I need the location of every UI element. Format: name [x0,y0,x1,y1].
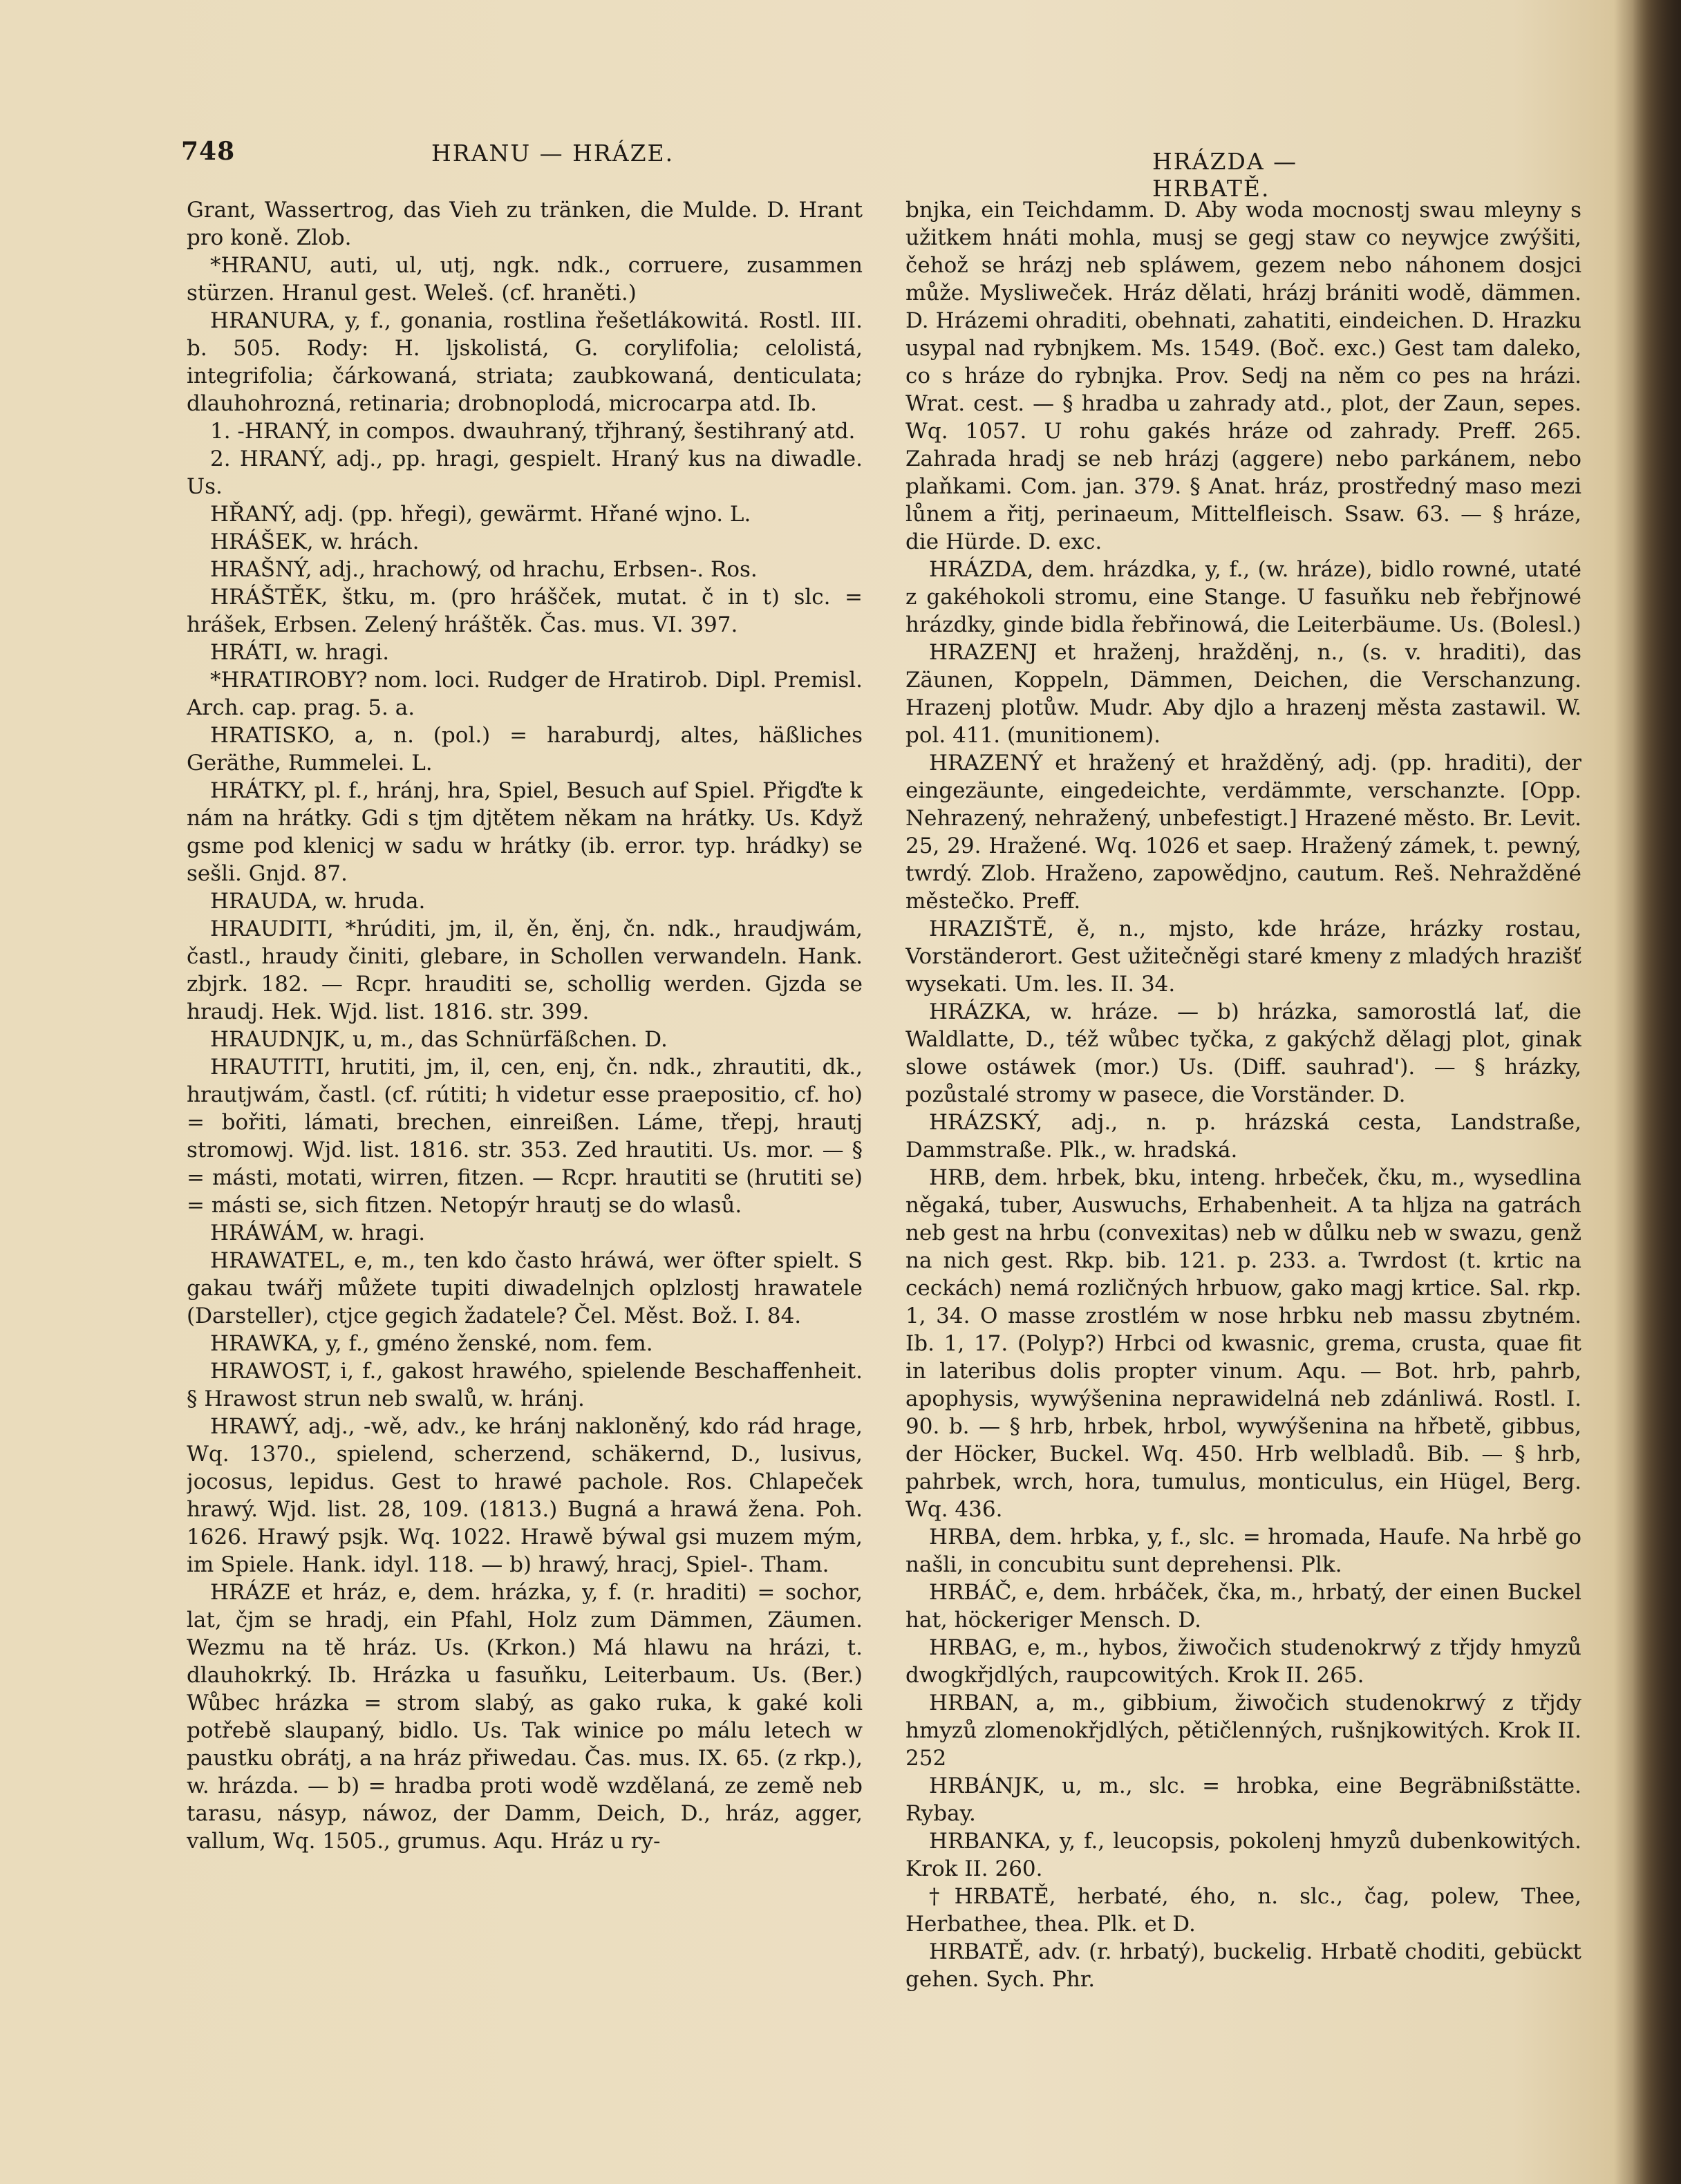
left-column [187,196,863,2145]
entry-hrazka: HRÁZKA, w. hráze. — b) hrázka, samorostlá lať, die Waldlatte, D., též wůbec tyčka, z gakýchž dělagj plot, ginak slowe ostáwek (mor.) Us. (Diff. sauhrad'). — § hrázky, pozůstalé stromy w pasece, die Vorständer. D. [905,999,1581,1107]
book-binding-edge [1633,0,1681,2184]
entry-hrasek: HRÁŠEK, w. hrách. [210,529,420,554]
right-column [905,196,1581,2145]
entry-hranura: HRANURA, y, f., gonania, rostlina řešetlákowitá. Rostl. III. b. 505. Rody: H. ljskolistá, G. corylifolia; celolistá, integrifolia; čárkowaná, striata; zaubkowaná, denticulata; dlauhohrozná, retinaria; drobnoplodá, microcarpa atd. Ib. [187,308,863,416]
entry-hrany-1: 1. -HRANÝ, in compos. dwauhraný, třjhraný, šestihraný atd. [210,419,856,444]
entry-hraudnjk: HRAUDNJK, u, m., das Schnürfäßchen. D. [210,1027,668,1052]
entry-hrany-2: 2. HRANÝ, adj., pp. hragi, gespielt. Hraný kus na diwadle. Us. [187,446,863,499]
entry-continuation: Grant, Wassertrog, das Vieh zu tränken, die Mulde. D. Hrant pro koně. Zlob. [187,198,863,250]
entry-hraze: HRÁZE et hráz, e, dem. hrázka, y, f. (r. hraditi) = sochor, lat, čjm se hradj, ein Pfahl, Holz zum Dämmen, Zäumen. Wezmu na tě hráz. Us. (Krkon.) Má hlawu na hrázi, t. dlauhokrký. Ib. Hrázka u fasuňku, Leiterbaum. Us. (Ber.) Wůbec hrázka = strom slabý, as gako ruka, k gaké koli potřebě slaupaný, bidlo. Us. Tak winice po málu letech w paustku obrátj, a na hráz přiwedau. Čas. mus. IX. 65. (z rkp.), w. hrázda. — b) = hradba proti wodě wzdělaná, ze země neb tarasu, násyp, náwoz, der Damm, Deich, D., hráz, agger, vallum, Wq. 1505., grumus. Aqu. Hráz u ry- [187,1580,863,1854]
running-head [181,137,1418,202]
entry-hratky: HRÁTKY, pl. f., hránj, hra, Spiel, Besuch auf Spiel. Přigďte k nám na hrátky. Gdi s tjm djtětem někam na hrátky. Us. Když gsme pod klenicj w sadu w hrátky (ib. error. typ. hrádky) se sešli. Gnjd. 87. [187,778,863,886]
entry-hrba: HRBA, dem. hrbka, y, f., slc. = hromada, Haufe. Na hrbě go našli, in concubitu sunt deprehensi. Plk. [905,1525,1581,1577]
entry-hrbate-adverb: HRBATĚ, adv. (r. hrbatý), buckelig. Hrbatě choditi, gebückt gehen. Sych. Phr. [905,1939,1581,1992]
entry-hrawost: HRAWOST, i, f., gakost hrawého, spielende Beschaffenheit. § Hrawost strun neb swalů, w. hránj. [187,1359,863,1411]
page-number: 748 [181,137,236,166]
entry-hrazsky: HRÁZSKÝ, adj., n. p. hrázská cesta, Landstraße, Dammstraße. Plk., w. hradská. [905,1110,1581,1162]
right-header-title: HRÁZDA — HRBATĚ. [1152,148,1298,202]
entry-hrbate-noun: †HRBATĚ, herbaté, ého, n. slc., čag, polew, Thee, Herbathee, thea. Plk. et D. [905,1884,1581,1937]
entry-hrazda: HRÁZDA, dem. hrázdka, y, f., (w. hráze), bidlo rowné, utaté z gakéhokoli stromu, eine Stange. U fasuňku neb řebřjnowé hrázdky, ginde bidla řebřinowá, die Leiterbäume. Us. (Bolesl.) [905,557,1581,637]
entry-hrauda: HRAUDA, w. hruda. [210,889,426,914]
entry-hrautiti: HRAUTITI, hrutiti, jm, il, cen, enj, čn. ndk., zhrautiti, dk., hrautjwám, častl. (cf. rútiti; h videtur esse praepositio, cf. ho) = bořiti, lámati, brechen, einreißen. Láme, třepj, hrautj stromowj. Wjd. list. 1816. str. 353. Zed hrautiti. Us. mor. — § = másti, motati, wirren, fitzen. — Rcpr. hrautiti se (hrutiti se) = másti se, sich fitzen. Netopýr hrautj se do wlasů. [187,1055,863,1218]
entry-hrati: HRÁTI, w. hragi. [210,640,390,665]
entry-hratiroby: *HRATIROBY? nom. loci. Rudger de Hratirob. Dipl. Premisl. Arch. cap. prag. 5. a. [187,668,863,720]
entry-hraze-continuation: bnjka, ein Teichdamm. D. Aby woda mocnostj swau mleyny s užitkem hnáti mohla, musj se gegj staw co neywjce zwýšiti, čehož se hrázj neb spláwem, gezem nebo náhonem dosjci může. Mysliweček. Hráz dělati, hrázj brániti wodě, dämmen. D. Hrázemi ohraditi, obehnati, zahatiti, eindeichen. D. Hrazku usypal nad rybnjkem. Ms. 1549. (Boč. exc.) Gest tam daleko, co s hráze do rybnjka. Prov. Sedj na něm co pes na hrázi. Wrat. cest. — § hradba u zahrady atd., plot, der Zaun, sepes. Wq. 1057. U rohu gakés hráze od zahrady. Preff. 265. Zahrada hradj se neb hrázj (aggere) nebo parkánem, nebo plaňkami. Com. jan. 379. § Anat. hráz, prostředný maso mezi lůnem a řitj, perinaeum, Mittelfleisch. Ssaw. 63. — § hráze, die Hürde. D. exc. [905,198,1581,554]
entry-hrawy: HRAWÝ, adj., -wě, adv., ke hránj nakloněný, kdo rád hrage, Wq. 1370., spielend, scherzend, schäkernd, D., lusivus, jocosus, lepidus. Gest to hrawé pachole. Ros. Chlapeček hrawý. Wjd. list. 28, 109. (1813.) Bugná a hrawá žena. Poh. 1626. Hrawý psjk. Wq. 1022. Hrawě býwal gsi muzem mým, im Spiele. Hank. idyl. 118. — b) hrawý, hracj, Spiel-. Tham. [187,1414,863,1577]
entry-hrazenj: HRAZENJ et hraženj, hražděnj, n., (s. v. hraditi), das Zäunen, Koppeln, Dämmen, Deichen, die Verschanzung. Hrazenj plotůw. Mudr. Aby djlo a hrazenj města zastawil. W. pol. 411. (munitionem). [905,640,1581,748]
entry-hrbag: HRBAG, e, m., hybos, žiwočich studenokrwý z třjdy hmyzů dwogkřjdlých, raupcowitých. Krok II. 265. [905,1635,1581,1688]
entry-hranu: *HRANU, auti, ul, utj, ngk. ndk., corruere, zusammen stürzen. Hranul gest. Weleš. (cf. hraněti.) [187,253,863,305]
entry-hrasny: HRAŠNÝ, adj., hrachowý, od hrachu, Erbsen-. Ros. [210,557,758,582]
left-header-title: HRANU — HRÁZE. [431,140,675,167]
entry-hrawatel: HRAWATEL, e, m., ten kdo často hráwá, wer öfter spielt. S gakau twářj můžete tupiti diwadelnjch oplzlostj hrawatele (Darsteller), ctjce gegich žadatele? Čel. Měst. Bož. I. 84. [187,1248,863,1328]
entry-hrastek: HRÁŠTĚK, štku, m. (pro hrášček, mutat. č in t) slc. = hrášek, Erbsen. Zelený hráštěk. Čas. mus. VI. 397. [187,585,863,637]
entry-hrbanka: HRBANKA, y, f., leucopsis, pokolenj hmyzů dubenkowitých. Krok II. 260. [905,1829,1581,1881]
entry-hrauditi: HRAUDITI, *hrúditi, jm, il, ěn, ěnj, čn. ndk., hraudjwám, častl., hraudy činiti, glebare, in Schollen verwandeln. Hank. zbjrk. 182. — Rcpr. hrauditi se, schollig werden. Gjzda se hraudj. Hek. Wjd. list. 1816. str. 399. [187,916,863,1024]
entry-hratisko: HRATISKO, a, n. (pol.) = haraburdj, altes, häßliches Geräthe, Rummelei. L. [187,723,863,775]
entry-hrawka: HRAWKA, y, f., gméno ženské, nom. fem. [210,1331,653,1356]
entry-hrbanjk: HRBÁNJK, u, m., slc. = hrobka, eine Begräbnißstätte. Rybay. [905,1773,1581,1826]
entry-hrb: HRB, dem. hrbek, bku, inteng. hrbeček, čku, m., wysedlina něgaká, tuber, Auswuchs, Erhabenheit. A ta hljza na gatrách neb gest na hrbu (convexitas) neb w důlku neb w swazu, genž na nich gest. Rkp. bib. 121. p. 233. a. Twrdost (t. krtic na ceckách) nemá rozličných hrbuow, gako magj krtice. Sal. rkp. 1, 34. O masse zrostlém w nose hrbku neb massu zbytném. Ib. 1, 17. (Polyp?) Hrbci od kwasnic, grema, crusta, quae fit in lateribus dolis propter vinum. Aqu. — Bot. hrb, pahrb, apophysis, wywýšenina neprawidelná neb zdánliwá. Rostl. I. 90. b. — § hrb, hrbek, hrbol, wywýšenina na hřbetě, gibbus, der Höcker, Buckel. Wq. 450. Hrb welbladů. Bib. — § hrb, pahrbek, wrch, hora, tumulus, monticulus, ein Hügel, Berg. Wq. 436. [905,1165,1581,1522]
entry-hraziste: HRAZIŠTĚ, ě, n., mjsto, kde hráze, hrázky rostau, Vorständerort. Gest užitečněgi staré kmeny z mladých hrazišť wysekati. Um. les. II. 34. [905,916,1581,997]
entry-hrany-warmed: HŘANÝ, adj. (pp. hřegi), gewärmt. Hřané wjno. L. [210,502,751,527]
entry-hrbac: HRBÁČ, e, dem. hrbáček, čka, m., hrbatý, der einen Buckel hat, höckeriger Mensch. D. [905,1580,1581,1632]
entry-hrawam: HRÁWÁM, w. hragi. [210,1221,426,1245]
entry-hrazeny: HRAZENÝ et hražený et hražděný, adj. (pp. hraditi), der eingezäunte, eingedeichte, verdämmte, verschanzte. [Opp. Nehrazený, nehražený, unbefestigt.] Hrazené město. Br. Levit. 25, 29. Hražené. Wq. 1026 et saep. Hražený zámek, t. pewný, twrdý. Zlob. Hraženo, zapowědjno, cautum. Reš. Nehražděné městečko. Preff. [905,751,1581,914]
entry-hrban: HRBAN, a, m., gibbium, žiwočich studenokrwý z třjdy hmyzů zlomenokřjdlých, pětičlenných, rušnjkowitých. Krok II. 252 [905,1691,1581,1771]
